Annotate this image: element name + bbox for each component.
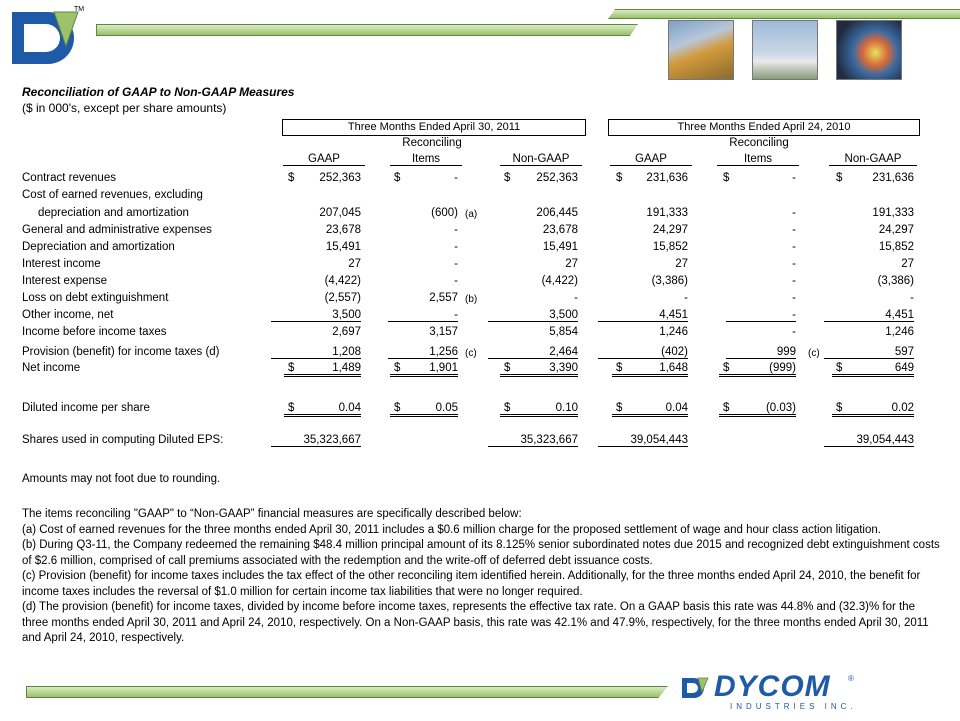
cell-gaap-2010: (3,386) bbox=[651, 275, 688, 287]
page-subtitle: ($ in 000's, except per share amounts) bbox=[22, 101, 227, 115]
cell-gaap-2010: 27 bbox=[675, 258, 688, 270]
cell-gaap-2011: 23,678 bbox=[325, 224, 361, 236]
cell-gaap-2011: 207,045 bbox=[319, 207, 361, 219]
cell-gaap-2010: (402) bbox=[598, 346, 688, 359]
footnotes bbox=[22, 507, 940, 647]
cell-gaap-2011: 15,491 bbox=[325, 241, 361, 253]
col-header-items-2011: Items bbox=[390, 153, 462, 166]
cell-items-2010: - bbox=[792, 258, 796, 270]
footnote-marker: (c) bbox=[808, 348, 820, 359]
row-label: Other income, net bbox=[22, 309, 114, 321]
cell-items-2011: - bbox=[454, 241, 458, 253]
cell-gaap-2011: 0.04 bbox=[284, 402, 361, 417]
cell-nongaap-2011: 15,491 bbox=[542, 241, 578, 253]
cell-gaap-2011: 1,208 bbox=[271, 346, 361, 359]
cell-gaap-2010: 24,297 bbox=[652, 224, 688, 236]
cell-nongaap-2010: 649 bbox=[832, 362, 914, 377]
cell-nongaap-2010: 24,297 bbox=[878, 224, 914, 236]
dollar-sign: $ bbox=[504, 172, 511, 184]
cell-items-2011: 1,256 bbox=[388, 346, 458, 359]
page-title: Reconciliation of GAAP to Non-GAAP Measures bbox=[22, 85, 295, 99]
cell-nongaap-2010: 191,333 bbox=[872, 207, 914, 219]
cell-gaap-2010: 39,054,443 bbox=[598, 434, 688, 447]
dollar-sign: $ bbox=[723, 172, 730, 184]
dollar-sign: $ bbox=[288, 402, 295, 414]
footer-accent-bar bbox=[26, 686, 668, 698]
cell-items-2010: - bbox=[726, 309, 796, 322]
dollar-sign: $ bbox=[836, 172, 843, 184]
row-label: Contract revenues bbox=[22, 172, 116, 184]
cell-gaap-2010: 4,451 bbox=[598, 309, 688, 322]
cell-gaap-2011: 3,500 bbox=[271, 309, 361, 322]
cell-nongaap-2010: - bbox=[910, 292, 914, 304]
cell-items-2011: 2,557 bbox=[429, 292, 458, 304]
cell-gaap-2011: 35,323,667 bbox=[271, 434, 361, 447]
period-header-2011: Three Months Ended April 30, 2011 bbox=[282, 119, 586, 136]
cell-gaap-2011: (2,557) bbox=[324, 292, 361, 304]
header-accent-bar bbox=[96, 24, 638, 36]
cell-items-2011: - bbox=[454, 224, 458, 236]
dollar-sign: $ bbox=[394, 362, 401, 374]
cell-nongaap-2011: 252,363 bbox=[536, 172, 578, 184]
cell-items-2011: 1,901 bbox=[390, 362, 458, 377]
row-label: Depreciation and amortization bbox=[22, 241, 175, 253]
cell-nongaap-2011: 2,464 bbox=[488, 346, 578, 359]
cell-nongaap-2011: 3,500 bbox=[488, 309, 578, 322]
cell-items-2011: - bbox=[454, 172, 458, 184]
cell-items-2010: - bbox=[792, 292, 796, 304]
dollar-sign: $ bbox=[394, 172, 401, 184]
cell-nongaap-2010: 231,636 bbox=[872, 172, 914, 184]
cell-items-2010: - bbox=[792, 172, 796, 184]
cell-gaap-2010: 1,648 bbox=[612, 362, 688, 377]
dycom-emblem-logo bbox=[8, 6, 84, 70]
dollar-sign: $ bbox=[504, 402, 511, 414]
col-header-reconciling-2011: Reconciling bbox=[402, 137, 462, 149]
cell-gaap-2010: 1,246 bbox=[659, 326, 688, 338]
cell-items-2011: - bbox=[454, 258, 458, 270]
cell-items-2010: - bbox=[792, 224, 796, 236]
dollar-sign: $ bbox=[836, 362, 843, 374]
trademark-mark: TM bbox=[74, 6, 85, 13]
registered-mark: ® bbox=[848, 674, 854, 683]
cell-nongaap-2010: 1,246 bbox=[885, 326, 914, 338]
cell-items-2011: (600) bbox=[431, 207, 458, 219]
cell-gaap-2010: 15,852 bbox=[652, 241, 688, 253]
cell-nongaap-2010: 597 bbox=[824, 346, 914, 359]
cell-items-2010: (0.03) bbox=[719, 402, 796, 417]
worker-photo bbox=[668, 20, 734, 80]
cell-nongaap-2010: 39,054,443 bbox=[824, 434, 914, 447]
col-header-gaap-2011: GAAP bbox=[283, 153, 365, 166]
cell-gaap-2010: 231,636 bbox=[646, 172, 688, 184]
row-label: Interest income bbox=[22, 258, 101, 270]
cell-items-2010: (999) bbox=[719, 362, 796, 377]
row-label: depreciation and amortization bbox=[38, 207, 189, 219]
cell-nongaap-2011: 3,390 bbox=[500, 362, 578, 377]
cell-gaap-2010: 191,333 bbox=[646, 207, 688, 219]
cell-gaap-2011: 252,363 bbox=[319, 172, 361, 184]
brand-name: DYCOM bbox=[714, 670, 831, 703]
cell-items-2011: 0.05 bbox=[390, 402, 458, 417]
row-label: General and administrative expenses bbox=[22, 224, 212, 236]
fiber-optic-cable-photo bbox=[836, 20, 902, 80]
col-header-nongaap-2010: Non-GAAP bbox=[829, 153, 917, 166]
cell-nongaap-2010: 4,451 bbox=[824, 309, 914, 322]
cell-nongaap-2011: 5,854 bbox=[549, 326, 578, 338]
dollar-sign: $ bbox=[288, 362, 295, 374]
cell-nongaap-2010: 15,852 bbox=[878, 241, 914, 253]
dollar-sign: $ bbox=[616, 402, 623, 414]
dollar-sign: $ bbox=[723, 402, 730, 414]
brand-tagline: INDUSTRIES INC. bbox=[730, 702, 857, 711]
cell-gaap-2010: - bbox=[684, 292, 688, 304]
dollar-sign: $ bbox=[836, 402, 843, 414]
cell-nongaap-2011: 0.10 bbox=[500, 402, 578, 417]
cell-gaap-2011: (4,422) bbox=[324, 275, 361, 287]
footnote-b: (b) During Q3-11, the Company redeemed the remaining $48.4 million principal amount of its 8.125% senior subordinated notes due 2015 and recognized debt extinguishment costs of $2.6 million, comprised of call premiums associated with the redemption and the write-off of deferred debt issuance costs. bbox=[22, 539, 940, 567]
cell-nongaap-2011: 35,323,667 bbox=[488, 434, 578, 447]
col-header-nongaap-2011: Non-GAAP bbox=[500, 153, 582, 166]
col-header-reconciling-2010: Reconciling bbox=[729, 137, 789, 149]
header-accent-bar-right bbox=[608, 9, 960, 19]
dollar-sign: $ bbox=[394, 402, 401, 414]
footnote-marker: (c) bbox=[465, 348, 477, 359]
cell-items-2011: - bbox=[388, 309, 458, 322]
cell-nongaap-2010: 0.02 bbox=[832, 402, 914, 417]
row-label: Shares used in computing Diluted EPS: bbox=[22, 434, 224, 446]
col-header-gaap-2010: GAAP bbox=[610, 153, 692, 166]
footnote-intro: The items reconciling "GAAP" to “Non-GAAP” financial measures are specifically described below: bbox=[22, 508, 522, 520]
row-label: Net income bbox=[22, 362, 81, 374]
dollar-sign: $ bbox=[723, 362, 730, 374]
cell-nongaap-2011: (4,422) bbox=[541, 275, 578, 287]
row-label: Interest expense bbox=[22, 275, 108, 287]
dollar-sign: $ bbox=[616, 172, 623, 184]
cell-items-2010: 999 bbox=[726, 346, 796, 359]
rounding-note: Amounts may not foot due to rounding. bbox=[22, 473, 221, 485]
cell-nongaap-2011: 27 bbox=[565, 258, 578, 270]
cell-nongaap-2010: 27 bbox=[901, 258, 914, 270]
cell-nongaap-2011: - bbox=[574, 292, 578, 304]
cell-nongaap-2011: 23,678 bbox=[542, 224, 578, 236]
footnote-d: (d) The provision (benefit) for income taxes, divided by income before income taxes, represents the effective tax rate. On a GAAP basis this rate was 44.8% and (32.3)% for the three months ended April 30, 2011 and April 24, 2010, respectively. On a Non-GAAP basis, this rate was 42.1% and 47.9%, respectively, for the three months ended April 30, 2011 and April 24, 2010, respectively. bbox=[22, 601, 929, 644]
footnote-c: (c) Provision (benefit) for income taxes includes the tax effect of the other reconciling item identified herein. Additionally, for the three months ended April 24, 2010, the benefit for income taxes includes the reversal of $1.0 million for certain income tax liabilities that were no longer required. bbox=[22, 570, 921, 598]
period-header-2010: Three Months Ended April 24, 2010 bbox=[608, 119, 920, 136]
cell-items-2011: 3,157 bbox=[429, 326, 458, 338]
cell-items-2010: - bbox=[792, 326, 796, 338]
cell-items-2010: - bbox=[792, 207, 796, 219]
footnote-marker: (a) bbox=[465, 209, 478, 220]
row-label: Loss on debt extinguishment bbox=[22, 292, 169, 304]
row-label: Cost of earned revenues, excluding bbox=[22, 189, 203, 201]
dycom-wordmark-logo bbox=[680, 672, 860, 716]
utility-truck-photo bbox=[752, 20, 818, 80]
dollar-sign: $ bbox=[616, 362, 623, 374]
col-header-items-2010: Items bbox=[717, 153, 799, 166]
cell-items-2010: - bbox=[792, 275, 796, 287]
row-label: Diluted income per share bbox=[22, 402, 150, 414]
row-label: Provision (benefit) for income taxes (d) bbox=[22, 346, 220, 358]
footnote-a: (a) Cost of earned revenues for the three months ended April 30, 2011 includes a $0.6 million charge for the proposed settlement of wage and hour class action litigation. bbox=[22, 523, 881, 536]
cell-gaap-2010: 0.04 bbox=[612, 402, 688, 417]
cell-gaap-2011: 2,697 bbox=[332, 326, 361, 338]
cell-gaap-2011: 27 bbox=[348, 258, 361, 270]
dollar-sign: $ bbox=[288, 172, 295, 184]
cell-nongaap-2011: 206,445 bbox=[536, 207, 578, 219]
dollar-sign: $ bbox=[504, 362, 511, 374]
footnote-marker: (b) bbox=[465, 294, 478, 305]
cell-items-2010: - bbox=[792, 241, 796, 253]
cell-gaap-2011: 1,489 bbox=[284, 362, 361, 377]
cell-items-2011: - bbox=[454, 275, 458, 287]
row-label: Income before income taxes bbox=[22, 326, 167, 338]
cell-nongaap-2010: (3,386) bbox=[877, 275, 914, 287]
